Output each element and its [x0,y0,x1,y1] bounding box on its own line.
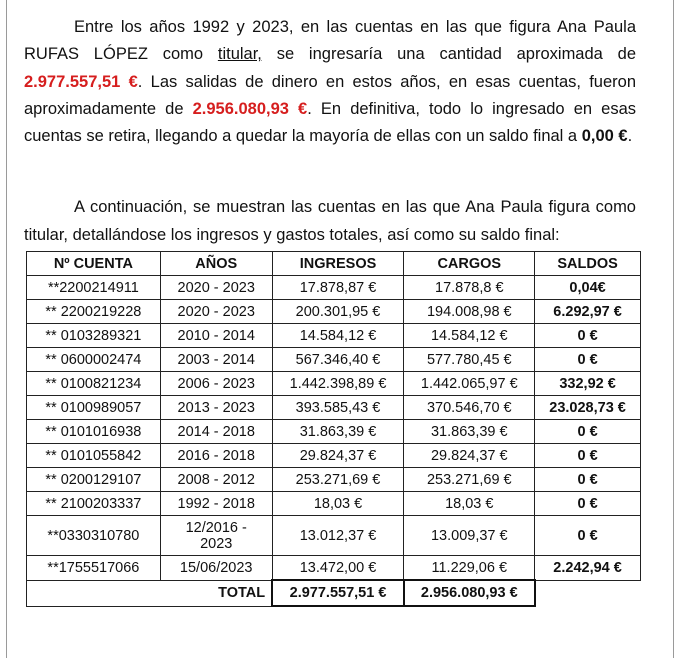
years: 1992 - 2018 [160,492,272,516]
income: 29.824,37 € [272,444,404,468]
balance: 23.028,73 € [535,396,641,420]
account-number: ** 0200129107 [27,468,161,492]
balance: 0 € [535,468,641,492]
years: 2006 - 2023 [160,372,272,396]
charges: 1.442.065,97 € [404,372,535,396]
income: 1.442.398,89 € [272,372,404,396]
total-label: TOTAL [160,580,272,606]
table-row [27,348,641,372]
table-row [27,492,641,516]
paragraph-intro-table: A continuación, se muestran las cuentas en las que Ana Paula figura como titular, detallándose los ingresos y gastos totales, así como su saldo final: [24,198,636,244]
charges: 14.584,12 € [404,324,535,348]
charges: 253.271,69 € [404,468,535,492]
charges: 194.008,98 € [404,300,535,324]
account-number: ** 0103289321 [27,324,161,348]
table-row [27,396,641,420]
table-row [27,276,641,300]
final-balance: 0,00 € [581,127,628,146]
income: 393.585,43 € [272,396,404,420]
charges: 18,03 € [404,492,535,516]
table-row [27,468,641,492]
table-row [27,556,641,581]
years: 15/06/2023 [160,556,272,581]
table-row [27,516,641,556]
table-row [27,372,641,396]
total-empty-cell [535,580,641,606]
table-header-row [27,252,641,276]
years: 2016 - 2018 [160,444,272,468]
charges: 17.878,8 € [404,276,535,300]
years: 2003 - 2014 [160,348,272,372]
summary-text-1: Entre los años 1992 y 2023, en las cuentas en las que figura Ana Paula RUFAS LÓPEZ como [24,18,636,64]
document-body [24,14,636,249]
titular-word: titular, [217,45,262,64]
charges: 11.229,06 € [404,556,535,581]
balance: 0 € [535,516,641,556]
accounts-table [26,251,641,607]
page-edge-right [673,0,674,658]
years: 2008 - 2012 [160,468,272,492]
charges: 31.863,39 € [404,420,535,444]
header-charges: CARGOS [404,252,535,276]
amount-out: 2.956.080,93 € [192,99,308,118]
balance: 0 € [535,444,641,468]
income: 200.301,95 € [272,300,404,324]
total-row [27,580,641,606]
account-number: **0330310780 [27,516,161,556]
balance: 2.242,94 € [535,556,641,581]
total-income: 2.977.557,51 € [272,580,404,606]
balance: 0 € [535,324,641,348]
balance: 6.292,97 € [535,300,641,324]
account-number: **2200214911 [27,276,161,300]
account-number: ** 2100203337 [27,492,161,516]
account-number: ** 0101055842 [27,444,161,468]
summary-text-2: se ingresaría una cantidad aproximada de [261,45,636,64]
account-number: ** 2200219228 [27,300,161,324]
account-number: ** 0101016938 [27,420,161,444]
years: 2020 - 2023 [160,276,272,300]
income: 253.271,69 € [272,468,404,492]
page-edge-left [6,0,7,658]
summary-text-5: . [627,127,633,146]
income: 17.878,87 € [272,276,404,300]
charges: 29.824,37 € [404,444,535,468]
income: 567.346,40 € [272,348,404,372]
charges: 13.009,37 € [404,516,535,556]
years: 2020 - 2023 [160,300,272,324]
years: 2014 - 2018 [160,420,272,444]
years: 12/2016 - 2023 [160,516,272,556]
account-number: ** 0600002474 [27,348,161,372]
years: 2010 - 2014 [160,324,272,348]
balance: 332,92 € [535,372,641,396]
paragraph-summary [24,14,636,150]
table-row [27,324,641,348]
charges: 577.780,45 € [404,348,535,372]
header-income: INGRESOS [272,252,404,276]
balance: 0,04€ [535,276,641,300]
summary-text-4: . En definitiva, todo lo ingresado en esas cuentas se retira, llegando a quedar la mayoría de ellas con un saldo final a [24,99,636,146]
income: 18,03 € [272,492,404,516]
header-account: Nº CUENTA [27,252,161,276]
income: 13.012,37 € [272,516,404,556]
amount-in: 2.977.557,51 € [24,72,138,91]
table-row [27,420,641,444]
balance: 0 € [535,348,641,372]
account-number: **1755517066 [27,556,161,581]
charges: 370.546,70 € [404,396,535,420]
summary-text-3: . Las salidas de dinero en estos años, en esas cuentas, fueron aproximadamente de [24,72,637,118]
header-years: AÑOS [160,252,272,276]
income: 31.863,39 € [272,420,404,444]
account-number: ** 0100821234 [27,372,161,396]
header-balance: SALDOS [535,252,641,276]
balance: 0 € [535,492,641,516]
table-row [27,300,641,324]
account-number: ** 0100989057 [27,396,161,420]
income: 13.472,00 € [272,556,404,581]
total-spacer [27,580,161,606]
income: 14.584,12 € [272,324,404,348]
balance: 0 € [535,420,641,444]
total-charges: 2.956.080,93 € [404,580,535,606]
table-row [27,444,641,468]
years: 2013 - 2023 [160,396,272,420]
